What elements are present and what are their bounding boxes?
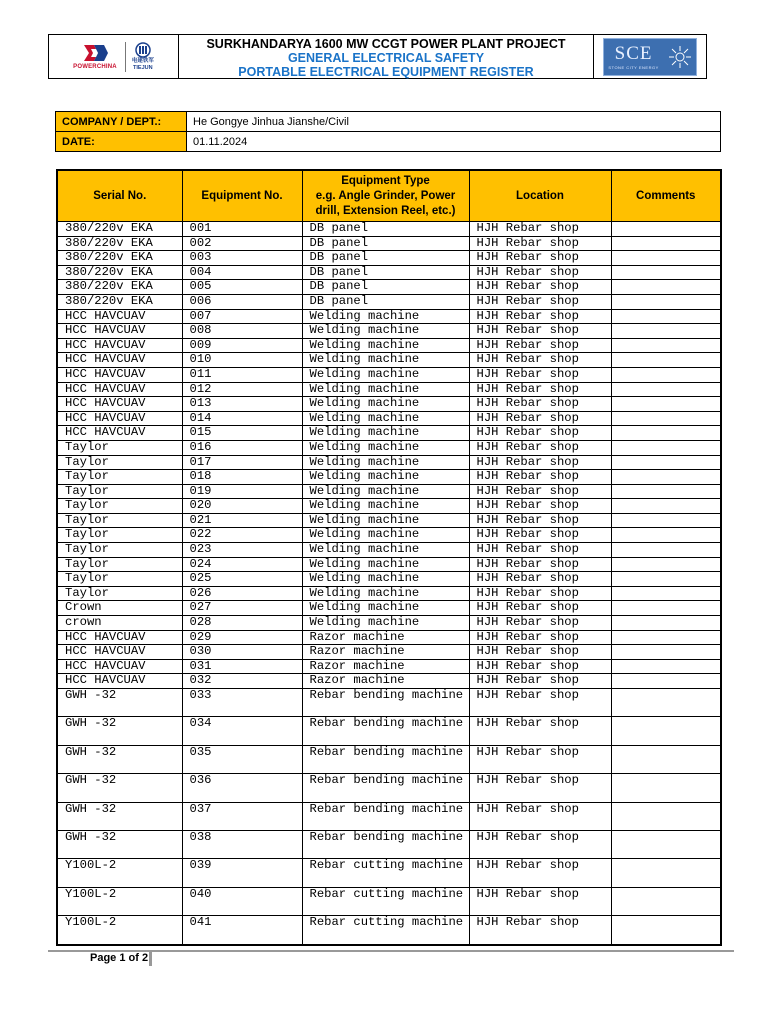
cell-equipment-type: DB panel [302, 236, 469, 251]
sce-logo-text: SCE [614, 43, 653, 64]
cell-equipment-type: Rebar cutting machine [302, 916, 469, 945]
cell-equipment-type: Rebar bending machine [302, 689, 469, 717]
cell-comments [611, 484, 721, 499]
cell-equipment-no: 012 [182, 382, 302, 397]
cell-equipment-type: Rebar bending machine [302, 830, 469, 858]
cell-equipment-type: Rebar bending machine [302, 745, 469, 773]
cell-equipment-no: 018 [182, 470, 302, 485]
cell-comments [611, 236, 721, 251]
header-logo-right [594, 35, 706, 78]
cell-location: HJH Rebar shop [469, 470, 611, 485]
cell-equipment-no: 015 [182, 426, 302, 441]
header-type-line3: drill, Extension Reel, etc.) [315, 204, 456, 217]
table-header-row [57, 170, 721, 222]
cell-location: HJH Rebar shop [469, 484, 611, 499]
cell-serial: HCC HAVCUAV [57, 338, 182, 353]
cell-equipment-type: DB panel [302, 251, 469, 266]
cell-serial: crown [57, 616, 182, 631]
table-row [57, 236, 721, 251]
cell-serial: HCC HAVCUAV [57, 411, 182, 426]
cell-equipment-no: 003 [182, 251, 302, 266]
cell-equipment-no: 032 [182, 674, 302, 689]
cell-equipment-type: Welding machine [302, 382, 469, 397]
date-label: DATE: [56, 132, 187, 152]
cell-location: HJH Rebar shop [469, 367, 611, 382]
cell-serial: Taylor [57, 499, 182, 514]
cell-location: HJH Rebar shop [469, 887, 611, 915]
tiejun-mark-icon [133, 42, 153, 58]
cell-equipment-no: 037 [182, 802, 302, 830]
table-row [57, 294, 721, 309]
cell-equipment-no: 041 [182, 916, 302, 945]
cell-serial: Taylor [57, 572, 182, 587]
cell-comments [611, 802, 721, 830]
table-row [57, 397, 721, 412]
cell-equipment-no: 025 [182, 572, 302, 587]
cell-location: HJH Rebar shop [469, 382, 611, 397]
cell-serial: Taylor [57, 455, 182, 470]
cell-location: HJH Rebar shop [469, 411, 611, 426]
cell-location: HJH Rebar shop [469, 236, 611, 251]
cell-serial: Y100L-2 [57, 859, 182, 887]
cell-serial: HCC HAVCUAV [57, 674, 182, 689]
cell-equipment-type: Welding machine [302, 601, 469, 616]
cell-serial: Taylor [57, 484, 182, 499]
cell-equipment-no: 040 [182, 887, 302, 915]
cell-comments [611, 528, 721, 543]
cell-location: HJH Rebar shop [469, 426, 611, 441]
page-number: Page 1 of 2 [90, 952, 149, 964]
cell-comments [611, 440, 721, 455]
cell-serial: HCC HAVCUAV [57, 309, 182, 324]
cell-location: HJH Rebar shop [469, 830, 611, 858]
table-row [57, 717, 721, 745]
section-title: GENERAL ELECTRICAL SAFETY [287, 51, 485, 65]
cell-serial: GWH -32 [57, 745, 182, 773]
cell-serial: GWH -32 [57, 774, 182, 802]
tiejun-logo [125, 42, 154, 72]
table-row [57, 543, 721, 558]
cell-serial: 380/220v EKA [57, 265, 182, 280]
cell-location: HJH Rebar shop [469, 280, 611, 295]
cell-equipment-no: 010 [182, 353, 302, 368]
cell-equipment-type: Razor machine [302, 674, 469, 689]
cell-equipment-no: 004 [182, 265, 302, 280]
cell-serial: Taylor [57, 470, 182, 485]
cell-equipment-type: Rebar bending machine [302, 802, 469, 830]
table-row [57, 916, 721, 945]
equipment-register-table [56, 169, 722, 946]
cell-equipment-type: Welding machine [302, 484, 469, 499]
cell-serial: Y100L-2 [57, 887, 182, 915]
cell-equipment-no: 007 [182, 309, 302, 324]
cell-comments [611, 586, 721, 601]
cell-equipment-type: Welding machine [302, 616, 469, 631]
cell-serial: HCC HAVCUAV [57, 645, 182, 660]
cell-serial: GWH -32 [57, 830, 182, 858]
cell-location: HJH Rebar shop [469, 630, 611, 645]
table-body [57, 222, 721, 945]
cell-location: HJH Rebar shop [469, 616, 611, 631]
cell-equipment-type: Welding machine [302, 426, 469, 441]
table-row [57, 557, 721, 572]
cell-equipment-type: Welding machine [302, 470, 469, 485]
cell-location: HJH Rebar shop [469, 265, 611, 280]
cell-equipment-no: 029 [182, 630, 302, 645]
cell-serial: 380/220v EKA [57, 236, 182, 251]
cell-equipment-no: 020 [182, 499, 302, 514]
cell-equipment-type: Welding machine [302, 411, 469, 426]
cell-equipment-no: 014 [182, 411, 302, 426]
cell-comments [611, 543, 721, 558]
cell-comments [611, 397, 721, 412]
table-row [57, 802, 721, 830]
cell-equipment-no: 005 [182, 280, 302, 295]
cell-equipment-type: DB panel [302, 222, 469, 237]
cell-serial: Taylor [57, 557, 182, 572]
header-serial: Serial No. [57, 170, 182, 222]
table-row [57, 470, 721, 485]
cell-serial: GWH -32 [57, 689, 182, 717]
cell-equipment-no: 001 [182, 222, 302, 237]
cell-equipment-no: 023 [182, 543, 302, 558]
cell-comments [611, 382, 721, 397]
cell-equipment-no: 013 [182, 397, 302, 412]
cell-equipment-no: 006 [182, 294, 302, 309]
cell-equipment-no: 016 [182, 440, 302, 455]
cell-serial: 380/220v EKA [57, 251, 182, 266]
cell-comments [611, 309, 721, 324]
cell-location: HJH Rebar shop [469, 543, 611, 558]
cell-comments [611, 659, 721, 674]
header-comments: Comments [611, 170, 721, 222]
sce-logo [603, 38, 697, 76]
cell-equipment-type: Razor machine [302, 630, 469, 645]
table-row [57, 674, 721, 689]
cell-equipment-no: 033 [182, 689, 302, 717]
cell-equipment-type: DB panel [302, 294, 469, 309]
table-row [57, 859, 721, 887]
cell-equipment-type: Rebar bending machine [302, 717, 469, 745]
cell-location: HJH Rebar shop [469, 455, 611, 470]
cell-location: HJH Rebar shop [469, 557, 611, 572]
cell-equipment-no: 035 [182, 745, 302, 773]
table-row [57, 586, 721, 601]
cell-serial: HCC HAVCUAV [57, 659, 182, 674]
cell-serial: HCC HAVCUAV [57, 397, 182, 412]
table-row [57, 324, 721, 339]
table-row [57, 353, 721, 368]
cell-equipment-no: 039 [182, 859, 302, 887]
table-row [57, 338, 721, 353]
table-row [57, 774, 721, 802]
cell-equipment-type: Welding machine [302, 499, 469, 514]
cell-serial: Y100L-2 [57, 916, 182, 945]
cell-serial: Taylor [57, 528, 182, 543]
table-row [57, 440, 721, 455]
cell-equipment-type: Welding machine [302, 543, 469, 558]
cell-equipment-type: Welding machine [302, 586, 469, 601]
header-equipment-type [302, 170, 469, 222]
project-title: SURKHANDARYA 1600 MW CCGT POWER PLANT PROJECT [206, 37, 566, 51]
table-row [57, 222, 721, 237]
table-row [57, 630, 721, 645]
cell-equipment-type: Welding machine [302, 440, 469, 455]
sce-logo-subtext: STONE CITY ENERGY [608, 65, 659, 70]
table-row [57, 367, 721, 382]
cell-comments [611, 887, 721, 915]
date-value: 01.11.2024 [187, 132, 721, 152]
cell-location: HJH Rebar shop [469, 659, 611, 674]
date-row [56, 132, 721, 152]
cell-comments [611, 455, 721, 470]
cell-comments [611, 499, 721, 514]
cell-location: HJH Rebar shop [469, 222, 611, 237]
cell-equipment-no: 017 [182, 455, 302, 470]
cell-equipment-no: 019 [182, 484, 302, 499]
cell-location: HJH Rebar shop [469, 513, 611, 528]
table-row [57, 265, 721, 280]
cell-equipment-type: Rebar bending machine [302, 774, 469, 802]
table-row [57, 601, 721, 616]
cell-location: HJH Rebar shop [469, 294, 611, 309]
cell-serial: Taylor [57, 513, 182, 528]
cell-location: HJH Rebar shop [469, 674, 611, 689]
cell-comments [611, 601, 721, 616]
company-value: He Gongye Jinhua Jianshe/Civil [187, 112, 721, 132]
cell-comments [611, 689, 721, 717]
table-row [57, 309, 721, 324]
cell-location: HJH Rebar shop [469, 440, 611, 455]
cell-comments [611, 774, 721, 802]
cell-serial: 380/220v EKA [57, 222, 182, 237]
cell-equipment-no: 036 [182, 774, 302, 802]
cell-comments [611, 353, 721, 368]
cell-equipment-no: 021 [182, 513, 302, 528]
table-row [57, 887, 721, 915]
powerchina-name: POWERCHINA [73, 64, 117, 70]
cell-location: HJH Rebar shop [469, 338, 611, 353]
cell-comments [611, 265, 721, 280]
cell-location: HJH Rebar shop [469, 309, 611, 324]
cell-comments [611, 367, 721, 382]
cell-comments [611, 338, 721, 353]
document-header [48, 34, 707, 79]
cell-location: HJH Rebar shop [469, 745, 611, 773]
cell-location: HJH Rebar shop [469, 601, 611, 616]
cell-equipment-type: Razor machine [302, 659, 469, 674]
cell-serial: Taylor [57, 586, 182, 601]
table-row [57, 645, 721, 660]
cell-comments [611, 674, 721, 689]
cell-equipment-no: 008 [182, 324, 302, 339]
cell-serial: HCC HAVCUAV [57, 324, 182, 339]
table-row [57, 251, 721, 266]
footer-mark [149, 952, 152, 966]
cell-comments [611, 280, 721, 295]
powerchina-logo [73, 43, 117, 70]
table-row [57, 572, 721, 587]
cell-equipment-type: Welding machine [302, 338, 469, 353]
cell-serial: GWH -32 [57, 717, 182, 745]
register-title: PORTABLE ELECTRICAL EQUIPMENT REGISTER [238, 65, 534, 79]
cell-equipment-no: 031 [182, 659, 302, 674]
cell-location: HJH Rebar shop [469, 528, 611, 543]
table-row [57, 830, 721, 858]
table-row [57, 659, 721, 674]
cell-location: HJH Rebar shop [469, 916, 611, 945]
cell-comments [611, 630, 721, 645]
cell-serial: GWH -32 [57, 802, 182, 830]
cell-serial: Crown [57, 601, 182, 616]
company-label: COMPANY / DEPT.: [56, 112, 187, 132]
cell-equipment-no: 024 [182, 557, 302, 572]
cell-equipment-no: 002 [182, 236, 302, 251]
table-row [57, 745, 721, 773]
cell-serial: 380/220v EKA [57, 294, 182, 309]
table-row [57, 499, 721, 514]
cell-equipment-type: Welding machine [302, 367, 469, 382]
cell-comments [611, 513, 721, 528]
cell-equipment-type: Welding machine [302, 324, 469, 339]
cell-location: HJH Rebar shop [469, 499, 611, 514]
cell-equipment-type: Rebar cutting machine [302, 859, 469, 887]
cell-location: HJH Rebar shop [469, 353, 611, 368]
cell-equipment-type: Welding machine [302, 309, 469, 324]
cell-location: HJH Rebar shop [469, 802, 611, 830]
cell-comments [611, 645, 721, 660]
table-row [57, 426, 721, 441]
cell-location: HJH Rebar shop [469, 774, 611, 802]
cell-equipment-type: Welding machine [302, 455, 469, 470]
cell-comments [611, 470, 721, 485]
cell-equipment-type: DB panel [302, 280, 469, 295]
cell-serial: 380/220v EKA [57, 280, 182, 295]
cell-serial: HCC HAVCUAV [57, 367, 182, 382]
table-row [57, 455, 721, 470]
cell-equipment-type: Welding machine [302, 528, 469, 543]
header-logos-left [49, 35, 179, 78]
tiejun-name: TIEJUN [133, 64, 153, 71]
cell-equipment-no: 030 [182, 645, 302, 660]
cell-equipment-no: 022 [182, 528, 302, 543]
cell-comments [611, 916, 721, 945]
header-type-line1: Equipment Type [341, 174, 430, 187]
header-location: Location [469, 170, 611, 222]
cell-location: HJH Rebar shop [469, 689, 611, 717]
cell-equipment-no: 038 [182, 830, 302, 858]
cell-equipment-no: 034 [182, 717, 302, 745]
cell-serial: HCC HAVCUAV [57, 630, 182, 645]
cell-location: HJH Rebar shop [469, 324, 611, 339]
cell-equipment-type: Welding machine [302, 513, 469, 528]
header-equipment-no: Equipment No. [182, 170, 302, 222]
cell-serial: Taylor [57, 543, 182, 558]
cell-serial: HCC HAVCUAV [57, 353, 182, 368]
cell-equipment-type: DB panel [302, 265, 469, 280]
table-row [57, 528, 721, 543]
cell-serial: HCC HAVCUAV [57, 382, 182, 397]
table-row [57, 513, 721, 528]
cell-serial: Taylor [57, 440, 182, 455]
cell-equipment-no: 028 [182, 616, 302, 631]
cell-location: HJH Rebar shop [469, 717, 611, 745]
cell-comments [611, 294, 721, 309]
cell-comments [611, 717, 721, 745]
cell-location: HJH Rebar shop [469, 586, 611, 601]
company-row [56, 112, 721, 132]
cell-equipment-type: Welding machine [302, 572, 469, 587]
cell-location: HJH Rebar shop [469, 397, 611, 412]
table-row [57, 280, 721, 295]
tiejun-name-cn: 电建铁军 [131, 57, 154, 64]
table-row [57, 689, 721, 717]
cell-location: HJH Rebar shop [469, 645, 611, 660]
cell-equipment-no: 026 [182, 586, 302, 601]
cell-equipment-no: 027 [182, 601, 302, 616]
cell-equipment-type: Welding machine [302, 397, 469, 412]
cell-serial: HCC HAVCUAV [57, 426, 182, 441]
cell-comments [611, 251, 721, 266]
cell-equipment-type: Rebar cutting machine [302, 887, 469, 915]
cell-comments [611, 830, 721, 858]
cell-location: HJH Rebar shop [469, 572, 611, 587]
header-title-block [179, 35, 594, 78]
company-info-table [55, 111, 721, 152]
table-row [57, 382, 721, 397]
cell-equipment-type: Welding machine [302, 557, 469, 572]
sce-sun-icon [668, 45, 692, 69]
table-row [57, 411, 721, 426]
header-type-line2: e.g. Angle Grinder, Power [315, 189, 456, 202]
cell-location: HJH Rebar shop [469, 251, 611, 266]
powerchina-mark-icon [82, 43, 108, 63]
cell-comments [611, 426, 721, 441]
cell-comments [611, 222, 721, 237]
cell-comments [611, 616, 721, 631]
cell-equipment-type: Razor machine [302, 645, 469, 660]
cell-equipment-no: 011 [182, 367, 302, 382]
table-row [57, 484, 721, 499]
table-row [57, 616, 721, 631]
cell-comments [611, 745, 721, 773]
cell-equipment-no: 009 [182, 338, 302, 353]
cell-comments [611, 324, 721, 339]
cell-comments [611, 572, 721, 587]
cell-comments [611, 859, 721, 887]
cell-comments [611, 411, 721, 426]
cell-location: HJH Rebar shop [469, 859, 611, 887]
cell-comments [611, 557, 721, 572]
cell-equipment-type: Welding machine [302, 353, 469, 368]
